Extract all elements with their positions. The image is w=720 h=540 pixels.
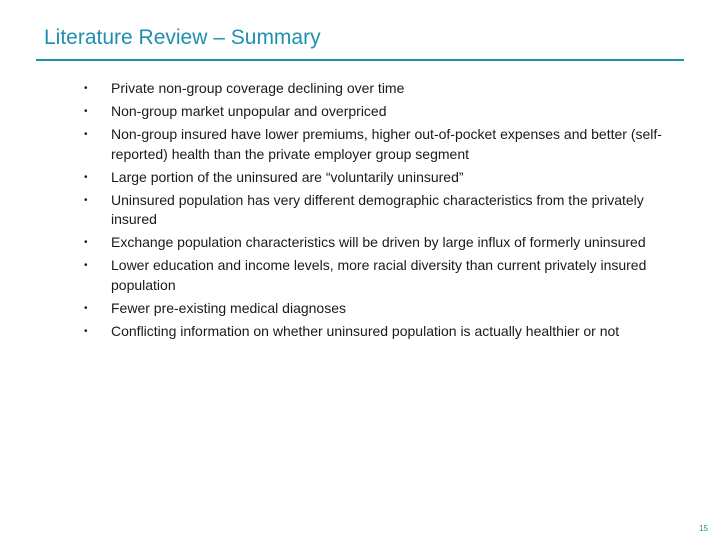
- bullet-text: Conflicting information on whether uninsured population is actually healthier or not: [111, 322, 620, 339]
- bullet-item: [84, 168, 674, 188]
- bullet-icon: •: [84, 106, 88, 117]
- bullet-icon: •: [84, 302, 88, 314]
- bullet-icon: •: [84, 83, 88, 94]
- bullet-icon: •: [84, 325, 88, 337]
- page-title: Literature Review – Summary: [44, 26, 321, 49]
- bullet-item: [84, 299, 674, 319]
- bullet-text: Large portion of the uninsured are “voluntarily uninsured”: [111, 168, 464, 185]
- bullet-item: [84, 79, 674, 99]
- bullet-icon: •: [84, 194, 88, 206]
- bullet-text: Uninsured population has very different demographic characteristics from the privately insured: [111, 191, 644, 227]
- bullet-icon: •: [84, 260, 88, 271]
- bullet-text: Non-group market unpopular and overpriced: [111, 103, 387, 119]
- title-divider: [36, 59, 684, 61]
- page-number: 15: [699, 524, 708, 533]
- bullet-item: [84, 256, 674, 295]
- bullet-item: [84, 233, 674, 253]
- bullet-text: Exchange population characteristics will be driven by large influx of formerly uninsured: [111, 234, 646, 250]
- bullet-item: [84, 102, 674, 122]
- bullet-item: [84, 322, 674, 342]
- bullet-text: Lower education and income levels, more racial diversity than current privately insured population: [111, 257, 647, 293]
- bullet-icon: •: [84, 237, 88, 248]
- bullet-item: [84, 191, 674, 230]
- bullet-icon: •: [84, 129, 88, 140]
- bullet-item: [84, 125, 674, 164]
- bullet-text: Fewer pre-existing medical diagnoses: [111, 299, 346, 316]
- bullet-text: Private non-group coverage declining over time: [111, 80, 405, 96]
- bullet-icon: •: [84, 171, 88, 183]
- bullet-list: [84, 79, 674, 345]
- bullet-text: Non-group insured have lower premiums, higher out-of-pocket expenses and better (self-reported) health than the private employer group segment: [111, 126, 662, 162]
